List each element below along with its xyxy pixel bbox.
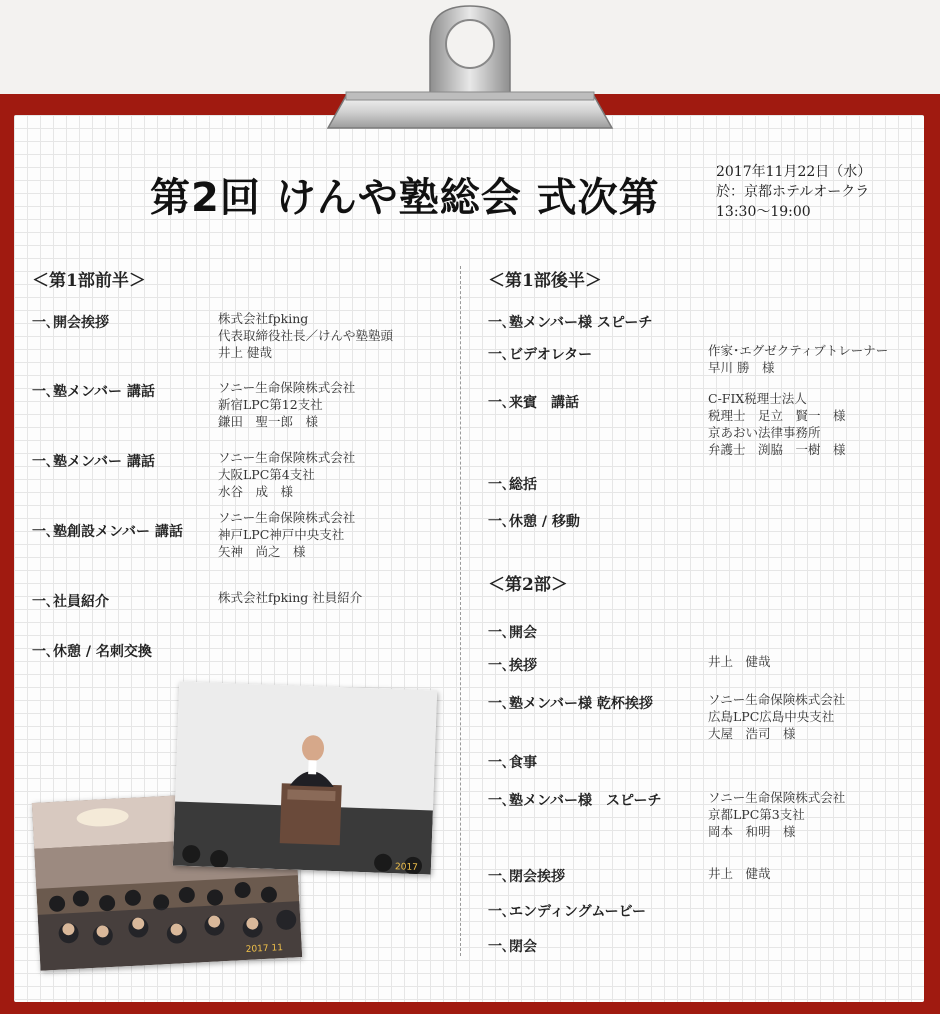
detail-line: 株式会社fpking 社員紹介 [218,590,363,605]
page-title: 第2回 けんや塾総会 式次第 [150,175,660,221]
event-meta [716,162,871,222]
detail-line: 岡本 和明 様 [708,824,796,839]
program-item: 一､休憩 / 名刺交換 [32,644,152,660]
program-item-detail [708,789,845,840]
detail-line: 大屋 浩司 様 [708,726,796,741]
program-item: 一､総括 [488,477,537,493]
detail-line: 神戸LPC神戸中央支社 [218,527,345,542]
detail-line: C-FIX税理士法人 [708,391,807,406]
clipboard-clip-icon [320,0,620,132]
detail-line: ソニー生命保険株式会社 [218,450,356,465]
event-venue: 於：京都ホテルオークラ [716,184,870,200]
section-title-part1-second: ＜第1部後半＞ [488,271,602,291]
detail-line: 京あおい法律事務所 [708,425,821,440]
detail-line: 税理士 足立 賢一 様 [708,408,846,423]
program-item-detail [708,691,845,742]
program-item-detail [708,653,771,670]
detail-line: 株式会社fpking [218,311,309,326]
program-item: 一､閉会 [488,939,537,955]
detail-line: ソニー生命保険株式会社 [708,692,846,707]
event-date: 2017年11月22日（水） [716,164,872,180]
section-title-part2: ＜第2部＞ [488,575,568,595]
program-item: 一､閉会挨拶 [488,869,565,885]
detail-line: 弁護士 渕脇 一樹 様 [708,442,846,457]
program-item-detail [218,509,355,560]
detail-line: 井上 健哉 [218,345,272,360]
detail-line: ソニー生命保険株式会社 [218,380,356,395]
detail-line: 代表取締役社長／けんや塾塾頭 [218,328,394,343]
detail-line: 鎌田 聖一郎 様 [218,414,319,429]
program-item-detail [708,865,771,882]
detail-line: 大阪LPC第4支社 [218,467,315,482]
detail-line: 京都LPC第3支社 [708,807,805,822]
detail-line: 井上 健哉 [708,866,771,881]
program-item: 一､エンディングムービー [488,904,647,920]
program-item: 一､塾メンバー様 スピーチ [488,315,653,331]
column-divider [460,266,461,956]
photo-date-stamp: 2017 11 [245,943,284,955]
program-item-detail [708,342,888,376]
program-item-detail [218,589,362,606]
photo-date-stamp: 2017 [394,862,419,873]
program-item: 一､挨拶 [488,658,537,674]
detail-line: ソニー生命保険株式会社 [218,510,356,525]
section-title-part1-first: ＜第1部前半＞ [32,271,146,291]
detail-line: 水谷 成 様 [218,484,294,499]
program-item: 一､食事 [488,755,537,771]
program-item: 一､塾メンバー 講話 [32,384,155,400]
program-item: 一､ビデオレター [488,347,593,363]
detail-line: 広島LPC広島中央支社 [708,709,835,724]
program-item: 一､開会 [488,625,537,641]
program-item: 一､塾創設メンバー 講話 [32,524,183,540]
program-item-detail [218,449,355,500]
program-item: 一､来賓 講話 [488,395,579,411]
program-item-detail [218,379,355,430]
detail-line: 新宿LPC第12支社 [218,397,323,412]
detail-line: ソニー生命保険株式会社 [708,790,846,805]
program-item-detail [708,390,846,458]
program-item: 一､塾メンバー 講話 [32,454,155,470]
program-item: 一､休憩 / 移動 [488,514,580,530]
event-time: 13:30〜19:00 [716,204,811,220]
program-item: 一､開会挨拶 [32,315,109,331]
program-item: 一､塾メンバー様 乾杯挨拶 [488,696,653,712]
detail-line: 作家･エグゼクティブトレーナー [708,343,889,358]
detail-line: 井上 健哉 [708,654,771,669]
detail-line: 矢神 尚之 様 [218,544,306,559]
detail-line: 早川 勝 様 [708,360,775,375]
program-item: 一､社員紹介 [32,594,109,610]
event-photos [30,680,450,990]
speaker-photo [173,682,437,875]
program-item-detail [218,310,393,361]
program-item: 一､塾メンバー様 スピーチ [488,793,662,809]
